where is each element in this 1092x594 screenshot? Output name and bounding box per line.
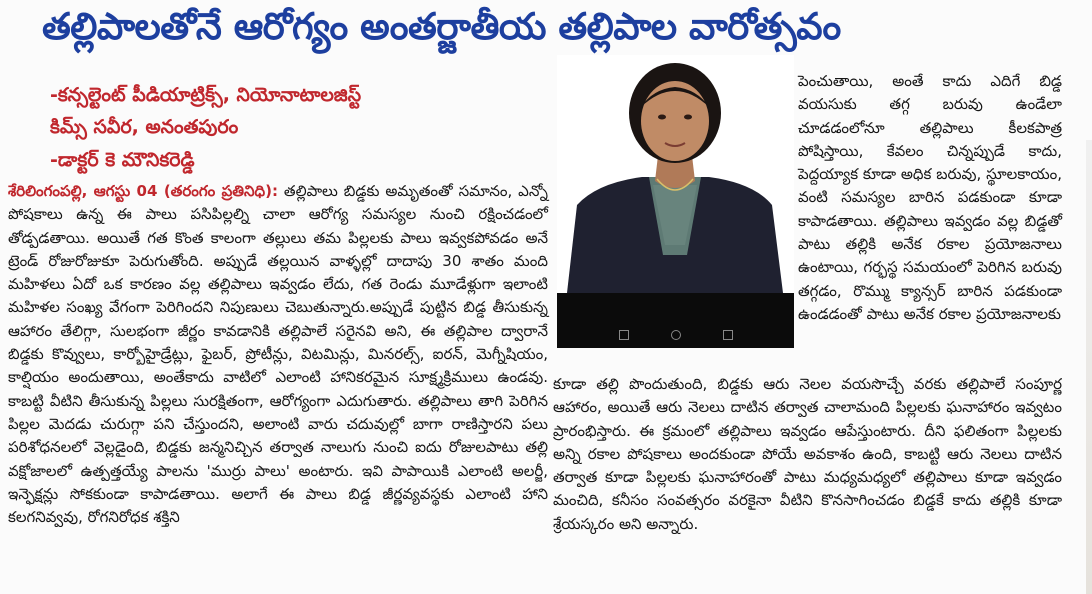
phone-nav-bar (557, 293, 794, 348)
recents-nav-icon (723, 330, 733, 340)
doctor-portrait (557, 55, 794, 293)
paragraph-1-text: తల్లిపాలు బిడ్డకు అమృతంతో సమానం, ఎన్నో పోషకాలు ఉన్న ఈ పాలు పసిపిల్లల్ని చాలా ఆరోగ్య సమస్యల నుంచి రక్షించడంలో తోడ్పడతాయి. అయితే గత కొంత కాలంగా తల్లులు తమ పిల్లలకు పాలు ఇవ్వకపోవడం అనే ట్రెండ్ రోజురోజుకూ పెరుగుతోంది. అప్పుడే తల్లయిన వాళ్ళల్లో దాదాపు 30 శాతం మంది మహిళలు ఏదో ఒక కారణం వల్ల తల్లిపాలు ఇవ్వడం లేదు, గత రెండు మూడేళ్లుగా ఇలాంటి మహిళల సంఖ్య వేగంగా పెరిగిందని నిపుణులు చెబుతున్నారు.అప్పుడే పుట్టిన బిడ్డ తీసుకున్న ఆహారం తేలిగ్గా, సులభంగా జీర్ణం కావడానికి తల్లిపాలే సరైనవి అని, ఈ తల్లిపాల ద్వారానే బిడ్డకు కొవ్వులు, కార్బోహైడ్రేట్లు, ఫైబర్, ప్రోటీన్లు, విటమిన్లు, మినరల్స్, ఐరన్, మెగ్నీషియం, కాల్షియం అందుతాయి, అంతేకాదు వాటిలో ఎలాంటి హానికరమైన సూక్ష్మక్రిములు ఉండవు. కాబట్టి వీటిని తీసుకున్న పిల్లలు సురక్షితంగా, ఆరోగ్యంగా ఎదుగుతారు. తల్లిపాలు తాగి పెరిగిన పిల్లల మెదడు చురుగ్గా పని చేస్తుందని, అలాంటి వారు చదువుల్లో బాగా రాణిస్తారని పలు పరిశోధనలలో వెల్లడైంది, బిడ్డకు జన్మనిచ్చిన తర్వాత నాలుగు నుంచి ఐదు రోజులపాటు తల్లి వక్షోజాలలో ఉత్పత్తయ్యే పాలను 'ముర్రు పాలు' అంటారు. ఇవి పాపాయికి ఎలాంటి అలర్జీ, ఇన్ఫెక్షన్లు సోకకుండా కాపాడతాయి. అలాగే ఈ పాలు బిడ్డ జీర్ణవ్యవస్థకు ఎలాంటి హాని కలగనివ్వవు, రోగనిరోధక శక్తిని (8, 182, 548, 527)
article-paragraph-2: పెంచుతాయి, అంతే కాదు ఎదిగే బిడ్డ వయసుకు తగ్గ బరువు ఉండేలా చూడడంలోనూ తల్లిపాలు కీలకపాత్ర పోషిస్తాయి, కేవలం చిన్నప్పుడే కాదు, పెద్దయ్యాక కూడా అధిక బరువు, స్థూలకాయం, వంటి సమస్యల బారిన పడకుండా కూడా కాపాడతాయి. తల్లిపాలు ఇవ్వడం వల్ల బిడ్డతో పాటు తల్లికి అనేక రకాల ప్రయోజనాలు ఉంటాయి, గర్భస్థ సమయంలో పెరిగిన బరువు తగ్గడం, రొమ్ము క్యాన్సర్ బారిన పడకుండా ఉండడంతో పాటు అనేక రకాల ప్రయోజనాలకు (798, 72, 1062, 323)
dateline: శేరిలింగంపల్లి, ఆగస్టు 04 (తరంగం ప్రతినిధి): (8, 182, 278, 200)
headline: తల్లిపాలతోనే ఆరోగ్యం అంతర్జాతీయ తల్లిపాల వారోత్సవం (42, 5, 841, 48)
article-paragraph-1 (8, 180, 548, 529)
adjacent-page-edge (1086, 140, 1092, 594)
byline-designation: -కన్సల్టెంట్ పీడియాట్రిక్స్, నియోనాటాలజిస్ట్ (50, 84, 362, 106)
home-nav-icon (671, 330, 681, 340)
back-nav-icon (619, 330, 629, 340)
article-paragraph-3: కూడా తల్లి పొందుతుంది, బిడ్డకు ఆరు నెలల వయసొచ్చే వరకు తల్లిపాలే సంపూర్ణ ఆహారం, అయితే ఆరు నెలలు దాటిన తర్వాత చాలామంది పిల్లలకు ఘనాహారం ఇవ్వటం ప్రారంభిస్తారు. ఈ క్రమంలో తల్లిపాలు ఇవ్వడం ఆపేస్తుంటారు. దీని ఫలితంగా పిల్లలకు అన్ని రకాల పోషకాలు అందకుండా పోయే అవకాశం ఉంది, కాబట్టి ఆరు నెలలు దాటిన తర్వాత కూడా పిల్లలకు ఘనాహారంతో పాటు మధ్యమధ్యలో తల్లిపాలు కూడా ఇవ్వడం మంచిది, కనీసం సంవత్సరం వరకైనా వీటిని కొనసాగించడం బిడ్డకే కాదు తల్లికి కూడా శ్రేయస్కరం అని అన్నారు. (553, 375, 1062, 533)
doctor-photo (557, 55, 794, 348)
byline-author: -డాక్టర్ కె మౌనికరెడ్డి (50, 149, 195, 171)
byline-hospital: కిమ్స్ సవీర, అనంతపురం (50, 116, 239, 138)
